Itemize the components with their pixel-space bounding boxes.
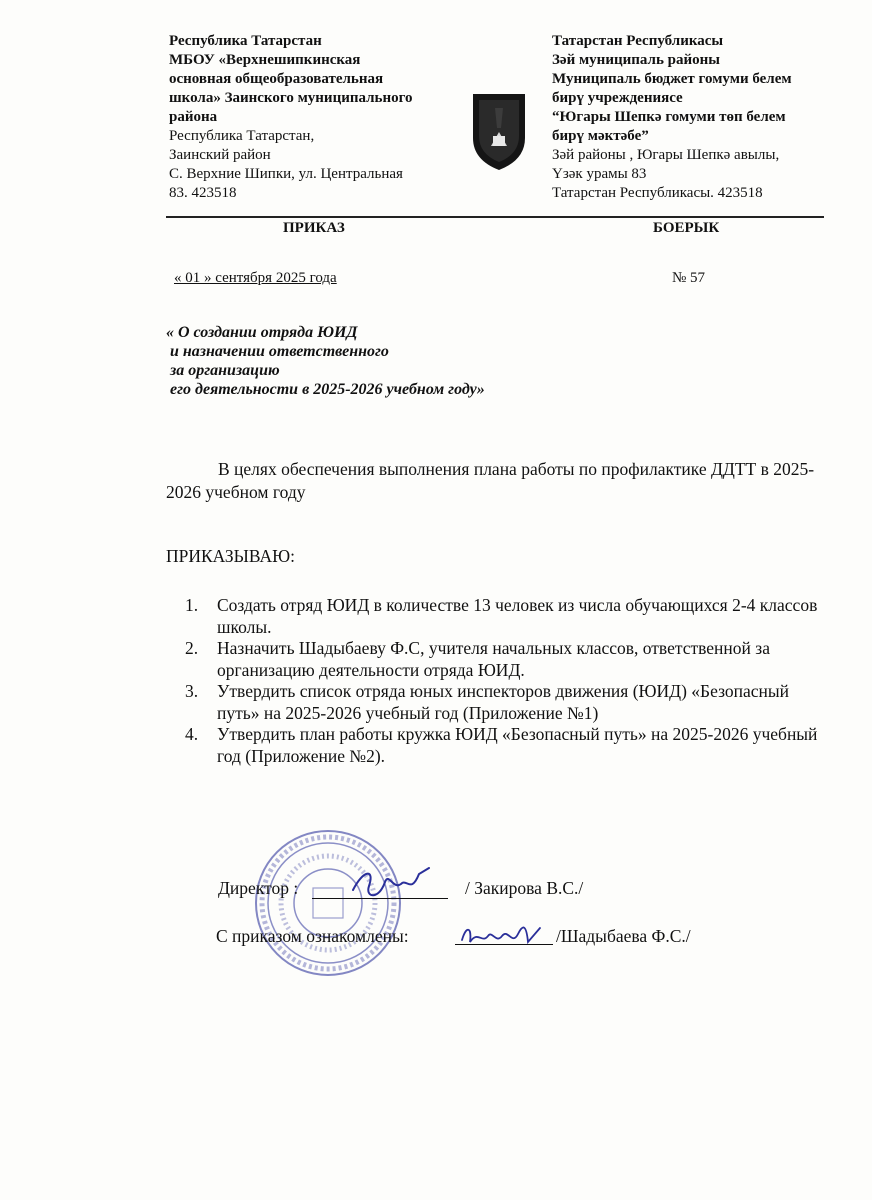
doc-date: « 01 » сентября 2025 года [174,270,337,286]
item-number: 4. [185,724,199,744]
list-item [185,638,835,681]
item-number: 2. [185,638,199,658]
item-text: Утвердить список отряда юных инспекторов движения (ЮИД) «Безопасный путь» на 2025-2026 учебный год (Приложение №1) [217,681,790,723]
list-item [185,724,835,767]
header-left-line: С. Верхние Шипки, ул. Центральная [169,166,403,182]
header-right-line: бирү мәктәбе” [552,128,649,144]
header-right-line: Татарстан Республикасы [552,33,724,49]
list-item [185,595,835,638]
header-left [169,32,459,203]
header-left-line: Республика Татарстан [169,33,322,49]
order-word: ПРИКАЗЫВАЮ: [166,546,295,566]
doc-type-tt: БОЕРЫК [653,220,720,236]
coat-of-arms-icon [469,88,529,172]
intro-paragraph: В целях обеспечения выполнения плана работы по профилактике ДДТТ в 2025-2026 учебном году [166,459,815,502]
header-left-line: района [169,109,218,125]
item-number: 3. [185,681,199,701]
header-right [552,32,842,203]
ack-label: С приказом ознакомлены: [216,926,409,946]
item-text: Создать отряд ЮИД в количестве 13 человек из числа обучающихся 2-4 классов школы. [217,595,818,637]
header-left-line: Республика Татарстан, [169,128,315,144]
doc-subject [166,323,626,399]
doc-number: № 57 [672,270,706,286]
header-left-line: МБОУ «Верхнешипкинская [169,52,361,68]
subject-line: и назначении ответственного [170,343,389,360]
header-right-line: “Югары Шепкә гомуми төп белем [552,109,786,125]
subject-line: его деятельности в 2025-2026 учебном году» [170,381,485,398]
header-divider [166,216,824,218]
ack-signature [456,918,546,956]
header-left-line: основная общеобразовательная [169,71,384,87]
header-right-line: Зәй муниципаль районы [552,52,720,68]
item-text: Утвердить план работы кружка ЮИД «Безопасный путь» на 2025-2026 учебный год (Приложение №2). [217,724,818,766]
header-right-line: бирү учреждениясе [552,90,683,106]
header-left-line: 83. 423518 [169,185,237,201]
header-left-line: школа» Заинского муниципального [169,90,413,106]
order-items-list [185,595,835,767]
list-item [185,681,835,724]
header-right-line: Зәй районы , Югары Шепкә авылы, [552,147,780,163]
director-name: / Закирова В.С./ [465,878,584,898]
header-right-line: Муниципаль бюджет гомуми белем [552,71,792,87]
director-label: Директор : [218,878,299,898]
ack-name: /Шадыбаева Ф.С./ [556,926,691,946]
item-text: Назначить Шадыбаеву Ф.С, учителя начальных классов, ответственной за организацию деятельности отряда ЮИД. [217,638,770,680]
header-right-line: Үзәк урамы 83 [552,166,647,182]
subject-line: « О создании отряда ЮИД [166,324,358,341]
director-signature [345,860,435,910]
doc-type-ru: ПРИКАЗ [283,220,345,236]
item-number: 1. [185,595,199,615]
header-right-line: Татарстан Республикасы. 423518 [552,185,763,201]
header-left-line: Заинский район [169,147,271,163]
subject-line: за организацию [170,362,280,379]
